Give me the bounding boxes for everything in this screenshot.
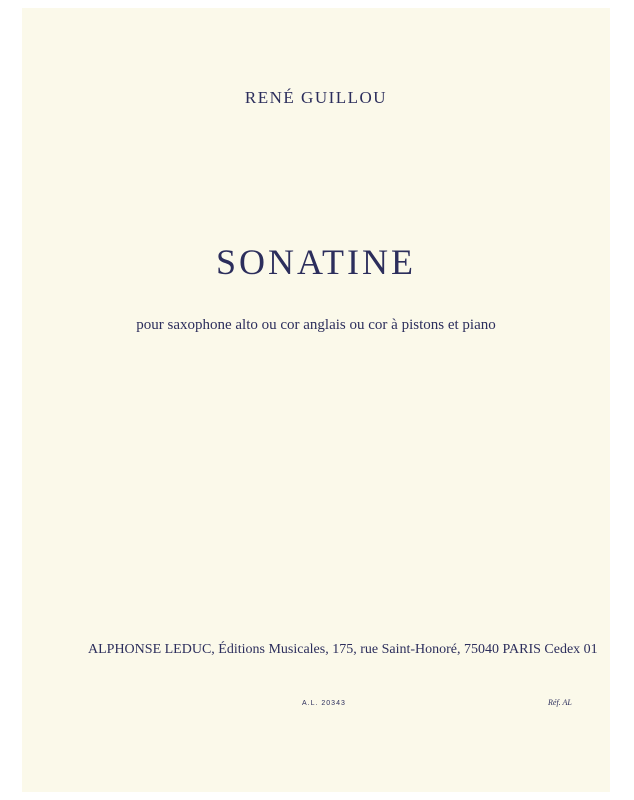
score-cover-page (22, 8, 610, 792)
publisher-line: ALPHONSE LEDUC, Éditions Musicales, 175, rue Saint-Honoré, 75040 PARIS Cedex 01 (88, 642, 598, 657)
instrumentation-subtitle: pour saxophone alto ou cor anglais ou cor à pistons et piano (136, 317, 496, 333)
reference-code: Réf. AL (548, 698, 572, 707)
work-title: SONATINE (216, 242, 416, 282)
composer-name: RENÉ GUILLOU (244, 88, 388, 107)
plate-number: A.L. 20343 (302, 700, 346, 707)
